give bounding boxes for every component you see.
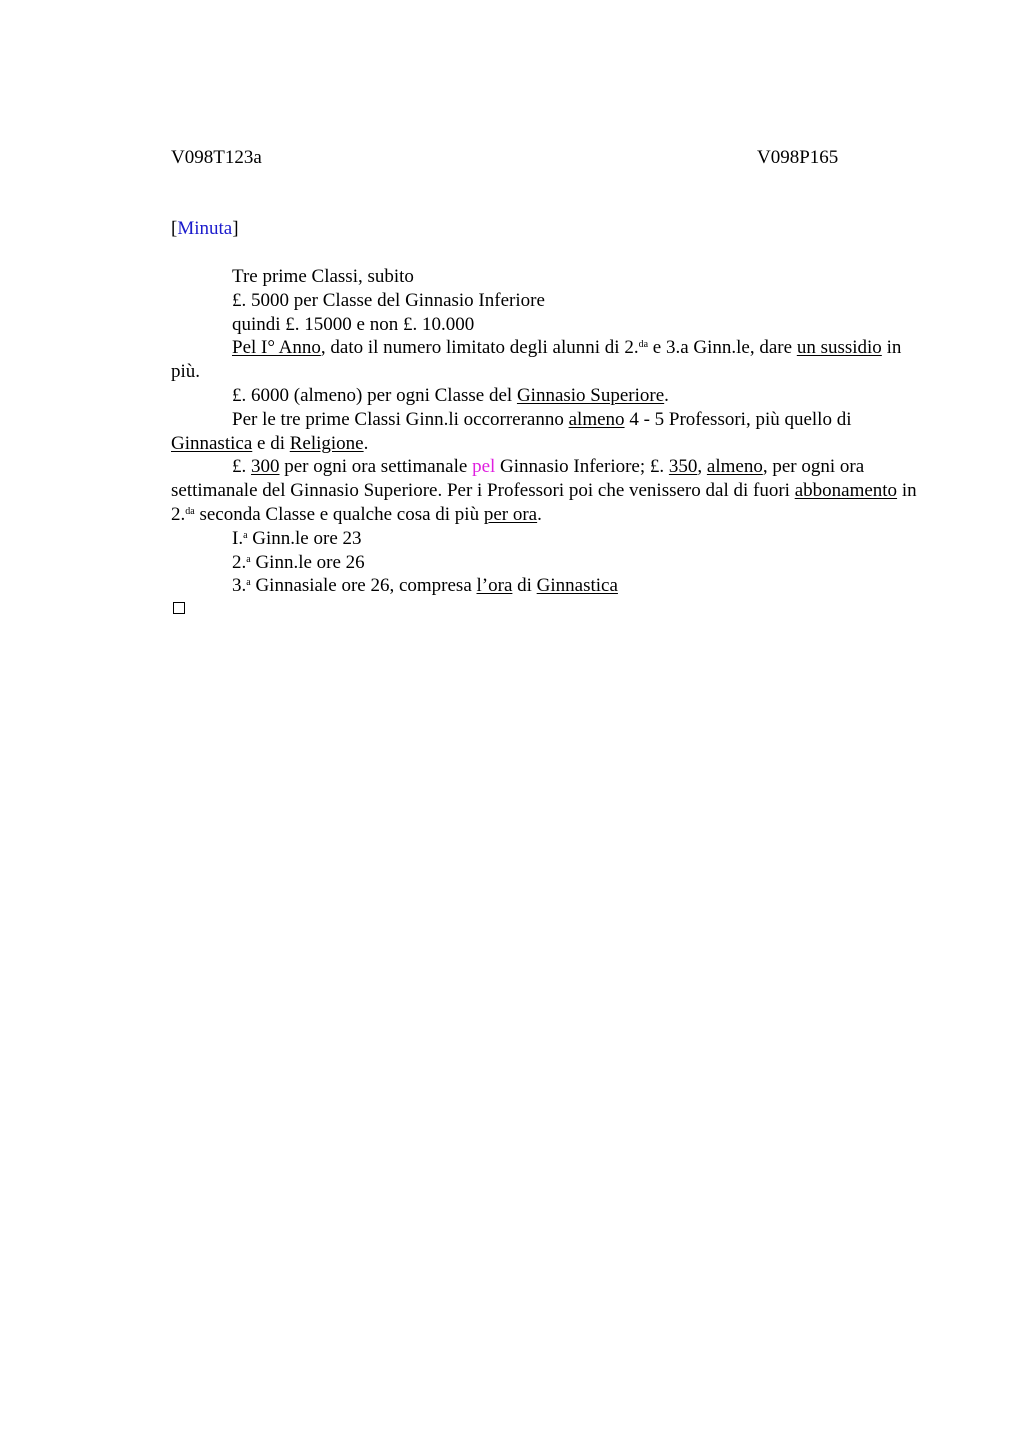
paragraph-5 bbox=[171, 384, 921, 408]
underlined-text: 300 bbox=[251, 456, 280, 478]
text-run: . bbox=[363, 432, 369, 454]
superscript: a bbox=[246, 553, 251, 565]
text-run: per ogni ora settimanale bbox=[279, 456, 473, 478]
text-run: di bbox=[512, 575, 537, 597]
document-body bbox=[171, 265, 921, 598]
text-run: I. bbox=[232, 527, 244, 549]
paragraph-7 bbox=[171, 455, 921, 526]
highlighted-text: pel bbox=[472, 456, 496, 478]
text-run: e di bbox=[252, 432, 290, 454]
superscript: a bbox=[243, 529, 248, 541]
underlined-text: l’ora bbox=[476, 575, 513, 597]
paragraph-10 bbox=[171, 574, 921, 598]
bracket-close: ] bbox=[232, 218, 239, 239]
text-run: 3. bbox=[232, 575, 247, 597]
draft-label bbox=[171, 218, 239, 240]
underlined-text: Ginnastica bbox=[171, 432, 253, 454]
text-run: Per le tre prime Classi Ginn.li occorreranno bbox=[232, 408, 569, 430]
underlined-text: almeno bbox=[568, 408, 625, 430]
paragraph-1: Tre prime Classi, subito bbox=[232, 266, 414, 287]
document-code-left: V098T123a bbox=[171, 147, 262, 168]
text-run: £. 6000 (almeno) per ogni Classe del bbox=[232, 384, 517, 406]
paragraph-4 bbox=[171, 336, 921, 384]
underlined-text: Religione bbox=[289, 432, 364, 454]
text-run: seconda Classe e qualche cosa di più bbox=[194, 503, 484, 525]
text-run: Ginn.le ore 26 bbox=[250, 551, 365, 573]
text-run: Ginnasio Inferiore; £. bbox=[495, 456, 669, 478]
text-run: in più. bbox=[171, 337, 902, 383]
superscript: da bbox=[638, 339, 649, 351]
text-run: 4 - 5 Professori, più quello di bbox=[624, 408, 852, 430]
end-of-document-box-icon bbox=[173, 602, 185, 614]
text-run: Ginnasiale ore 26, compresa bbox=[250, 575, 477, 597]
superscript: a bbox=[246, 577, 251, 589]
document-code-right: V098P165 bbox=[757, 147, 839, 168]
superscript: da bbox=[185, 505, 195, 517]
text-run: . bbox=[537, 503, 542, 525]
underlined-text: Pel I° Anno bbox=[232, 337, 321, 359]
text-run: in 2. bbox=[171, 480, 917, 525]
text-run: . bbox=[664, 384, 669, 406]
paragraph-8 bbox=[171, 527, 921, 551]
underlined-text: Ginnasio Superiore bbox=[516, 384, 665, 406]
underlined-text: per ora bbox=[483, 503, 538, 525]
text-run: 2. bbox=[232, 551, 247, 573]
text-run: , bbox=[697, 456, 707, 478]
underlined-text: Ginnastica bbox=[536, 575, 618, 597]
text-run: £. bbox=[232, 456, 251, 478]
text-run: , per ogni ora settimanale del Ginnasio Superiore. Per i Professori poi che venissero dal di fuori bbox=[171, 456, 865, 502]
paragraph-3: quindi £. 15000 e non £. 10.000 bbox=[232, 313, 475, 335]
bracket-open: [ bbox=[171, 218, 178, 239]
paragraph-6 bbox=[171, 408, 921, 456]
underlined-text: almeno bbox=[706, 456, 763, 478]
text-run: , dato il numero limitato degli alunni di 2. bbox=[320, 337, 639, 359]
draft-label-text: Minuta bbox=[177, 218, 233, 239]
paragraph-2: £. 5000 per Classe del Ginnasio Inferiore bbox=[232, 289, 545, 311]
text-run: e 3.a Ginn.le, dare bbox=[648, 337, 797, 359]
underlined-text: un sussidio bbox=[796, 337, 882, 359]
paragraph-9 bbox=[171, 551, 921, 575]
underlined-text: abbonamento bbox=[794, 480, 898, 502]
text-run: Ginn.le ore 23 bbox=[247, 527, 362, 549]
underlined-text: 350 bbox=[668, 456, 698, 478]
